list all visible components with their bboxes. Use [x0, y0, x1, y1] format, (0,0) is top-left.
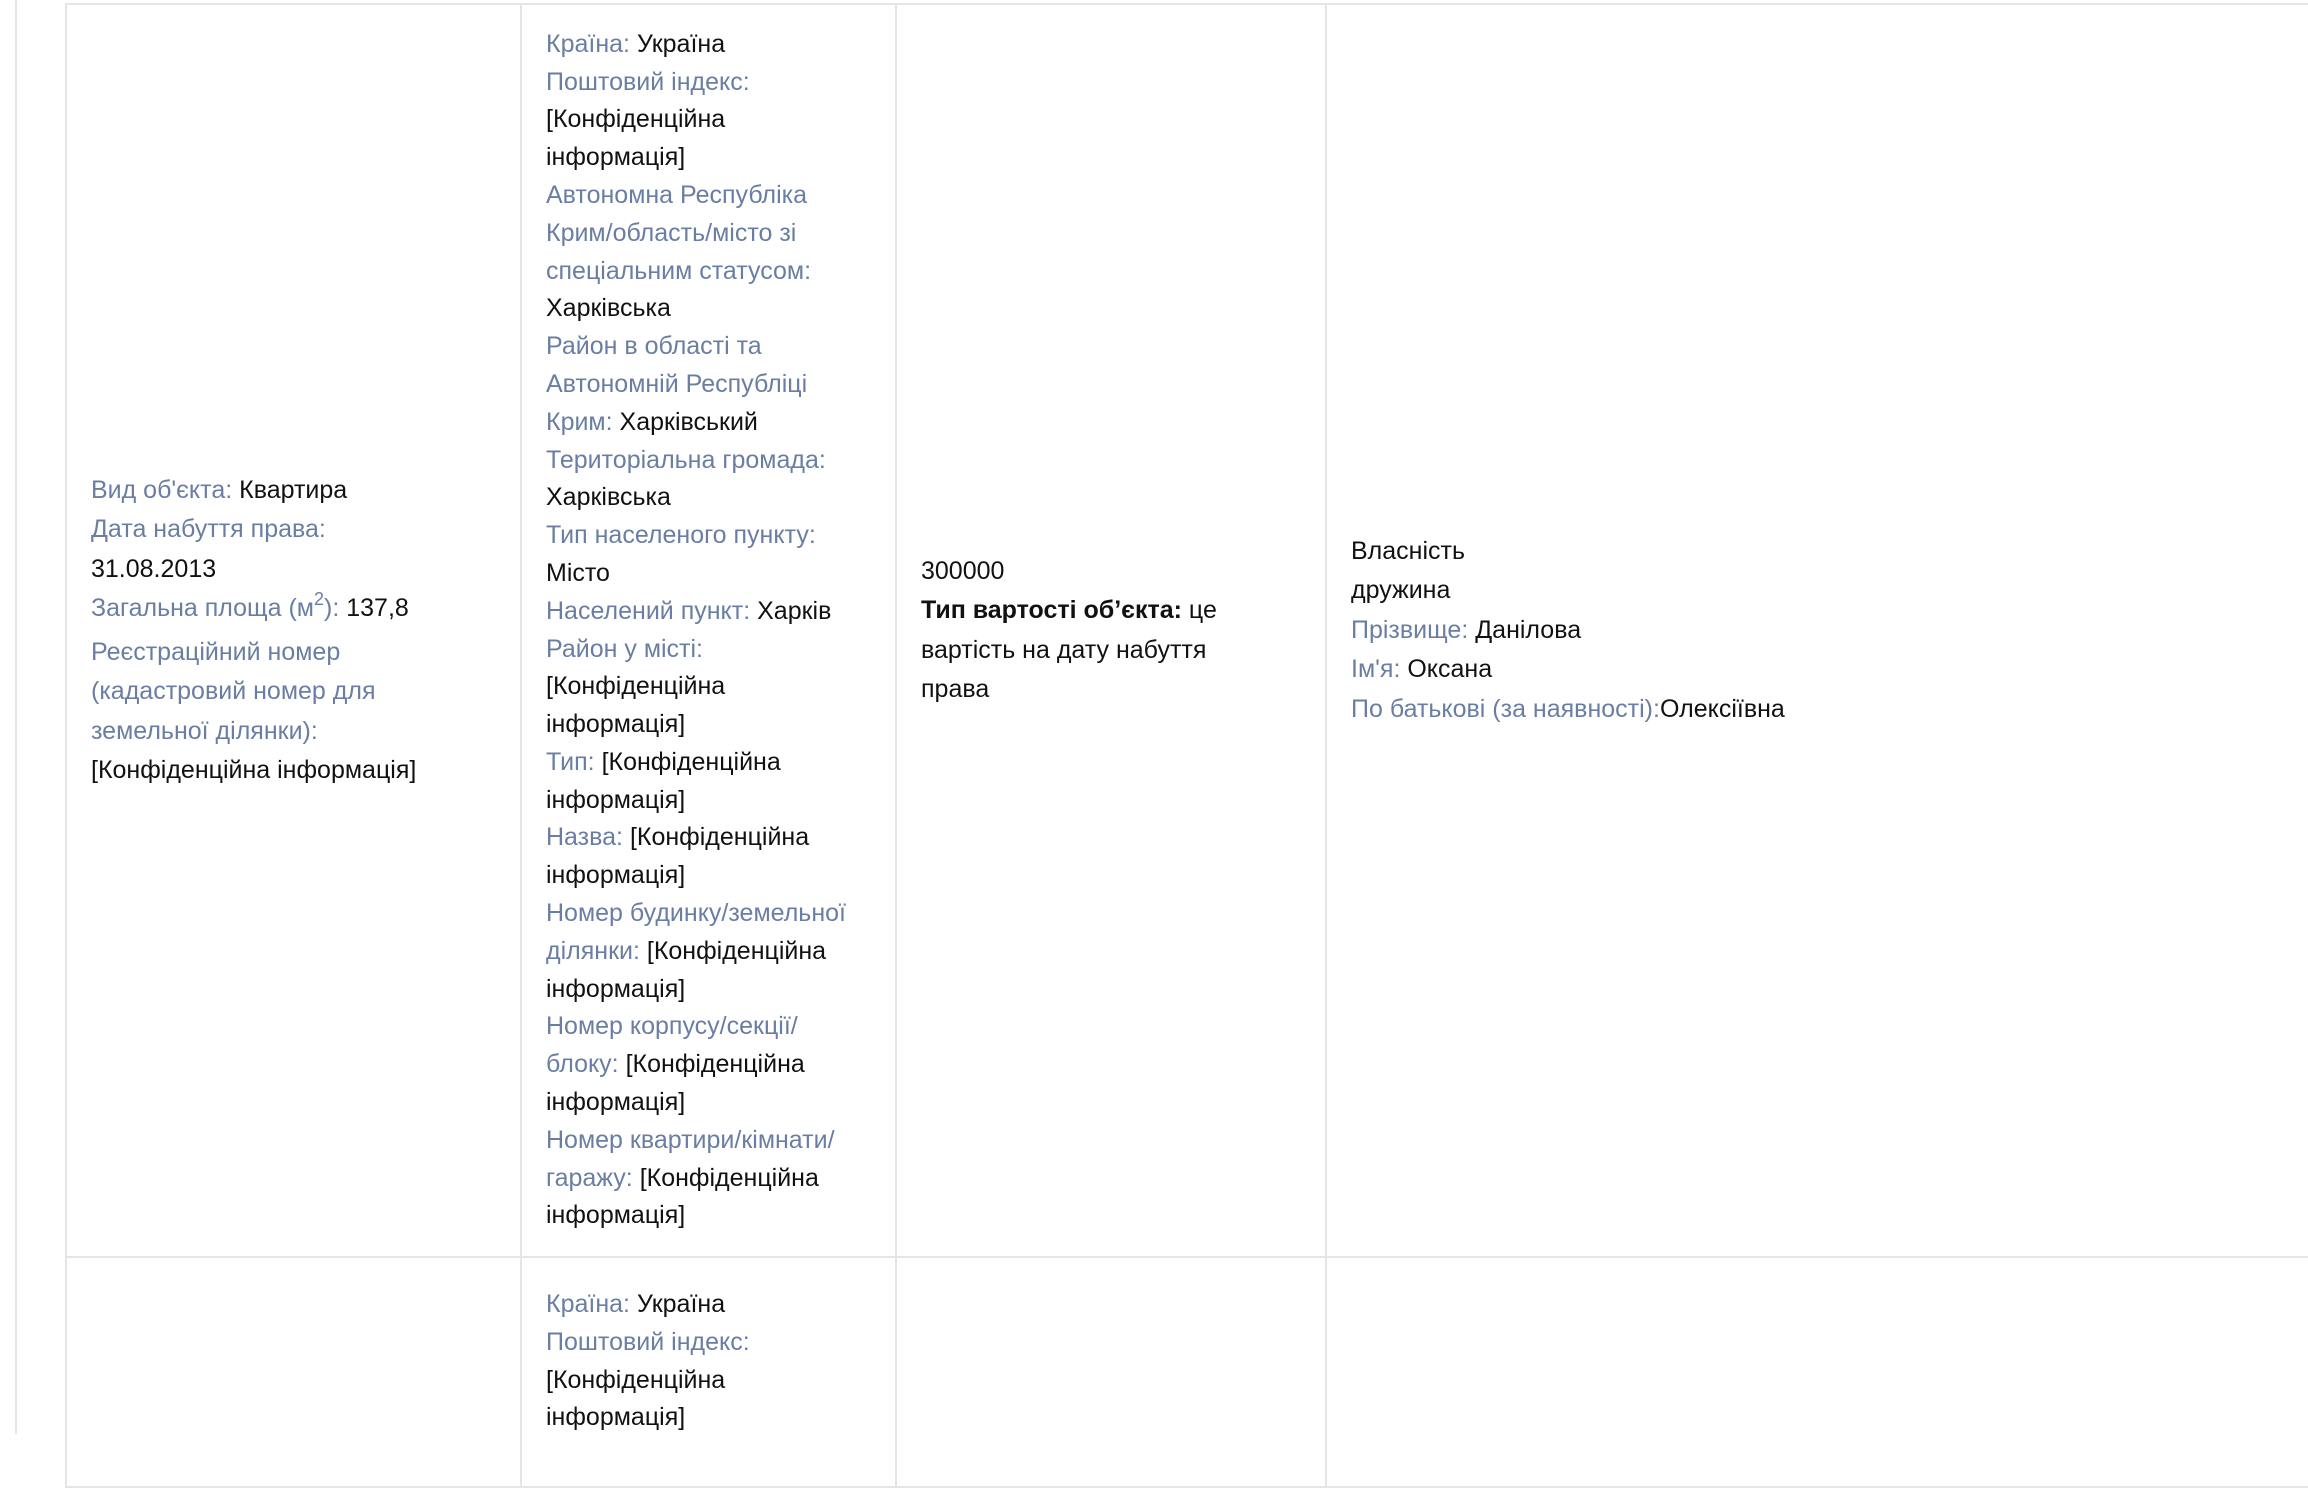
district-label-line: Крим: — [546, 407, 613, 436]
surname-label: Прізвище: — [1351, 615, 1469, 644]
object-type-value: Квартира — [239, 475, 348, 504]
settlement-value: Харків — [757, 596, 832, 625]
postal-value-line: інформація] — [546, 143, 686, 172]
apartment-value: [Конфіденційна — [639, 1163, 819, 1192]
patronymic-value: Олексіївна — [1659, 694, 1785, 723]
address-cell — [521, 1257, 896, 1487]
region-label-line: Крим/область/місто зі — [546, 218, 797, 247]
postal-value-line: інформація] — [546, 1403, 686, 1432]
city-district-value: [Конфіденційна — [546, 672, 726, 701]
house-label-line: ділянки: — [546, 936, 640, 965]
table-row — [66, 4, 2308, 1257]
community-value: Харківська — [546, 483, 671, 512]
rights-info — [1351, 532, 2301, 730]
table-row — [66, 1257, 2308, 1487]
cost-value: 300000 — [921, 556, 1005, 585]
country-value: Україна — [636, 1290, 726, 1318]
country-label: Країна: — [546, 1290, 630, 1318]
district-label: Район в області та — [546, 332, 762, 361]
cost-cell — [896, 1257, 1326, 1487]
building-value: [Конфіденційна — [625, 1050, 805, 1079]
apartment-value-line: інформація] — [546, 1201, 686, 1230]
cost-type-label: Тип вартості об’єкта: — [921, 596, 1182, 624]
postal-label: Поштовий індекс: — [546, 67, 750, 96]
postal-value: [Конфіденційна — [546, 1365, 726, 1394]
settlement-type-value: Місто — [546, 558, 610, 587]
house-value: [Конфіденційна — [646, 936, 827, 965]
address-cell — [521, 4, 896, 1257]
district-label-line: Автономній Республіці — [546, 369, 808, 398]
registration-label: Реєстраційний номер — [91, 637, 341, 666]
rights-cell — [1326, 4, 2308, 1257]
rights-cell — [1326, 1257, 2308, 1487]
registration-label-line: земельної ділянки): — [91, 716, 318, 745]
street-type-value-line: інформація] — [546, 785, 686, 814]
cost-type-value: це — [1188, 596, 1217, 624]
apartment-label-line: гаражу: — [546, 1163, 633, 1192]
region-label: Автономна Республіка — [546, 180, 808, 209]
community-label: Територіальна громада: — [546, 445, 826, 474]
country-value: Україна — [636, 29, 726, 58]
relation: дружина — [1351, 576, 1451, 605]
house-value-line: інформація] — [546, 974, 686, 1003]
city-district-label: Район у місті: — [546, 634, 704, 663]
city-district-value-line: інформація] — [546, 710, 686, 739]
street-name-value: [Конфіденційна — [629, 823, 810, 852]
apartment-label: Номер квартири/кімнати/ — [546, 1125, 835, 1154]
postal-value: [Конфіденційна — [546, 105, 726, 134]
street-type-value: [Конфіденційна — [601, 747, 781, 776]
street-type-label: Тип: — [546, 747, 595, 776]
acquisition-date-value: 31.08.2013 — [91, 554, 217, 583]
settlement-label: Населений пункт: — [546, 596, 751, 625]
street-name-label: Назва: — [546, 823, 623, 852]
cost-cell — [896, 4, 1326, 1257]
address-info — [546, 26, 871, 1236]
property-table — [65, 3, 2308, 1488]
street-name-value-line: інформація] — [546, 861, 686, 890]
registration-label-line: (кадастровий номер для — [91, 677, 376, 705]
building-label-line: блоку: — [546, 1050, 619, 1079]
first-name-value: Оксана — [1407, 655, 1493, 684]
object-info — [91, 471, 496, 791]
settlement-type-label: Тип населеного пункту: — [546, 521, 816, 550]
area-label: Загальна площа $(м^2)$: — [91, 589, 340, 622]
building-value-line: інформація] — [546, 1088, 686, 1117]
district-value: Харківський — [619, 407, 758, 436]
region-label-line: спеціальним статусом: — [546, 256, 812, 285]
surname-value: Данілова — [1475, 615, 1582, 644]
right-type: Власність — [1351, 536, 1466, 565]
building-label: Номер корпусу/секції/ — [546, 1012, 798, 1041]
country-label: Країна: — [546, 29, 630, 58]
address-info — [546, 1286, 871, 1437]
acquisition-date-label: Дата набуття права: — [91, 515, 326, 543]
region-value: Харківська — [546, 294, 671, 323]
cost-type-value-line: вартість на дату набуття — [921, 635, 1207, 664]
object-cell — [66, 4, 521, 1257]
first-name-label: Ім'я: — [1351, 655, 1401, 684]
cost-info — [921, 552, 1301, 710]
object-cell — [66, 1257, 521, 1487]
cost-type-value-line: права — [921, 675, 990, 703]
house-label: Номер будинку/земельної — [546, 899, 846, 928]
registration-value: [Конфіденційна інформація] — [91, 756, 417, 784]
postal-label: Поштовий індекс: — [546, 1327, 750, 1356]
object-type-label: Вид об'єкта: — [91, 475, 233, 504]
patronymic-label: По батькові (за наявності): — [1351, 694, 1660, 723]
area-value: 137,8 — [346, 594, 409, 622]
page-border — [15, 0, 17, 1434]
